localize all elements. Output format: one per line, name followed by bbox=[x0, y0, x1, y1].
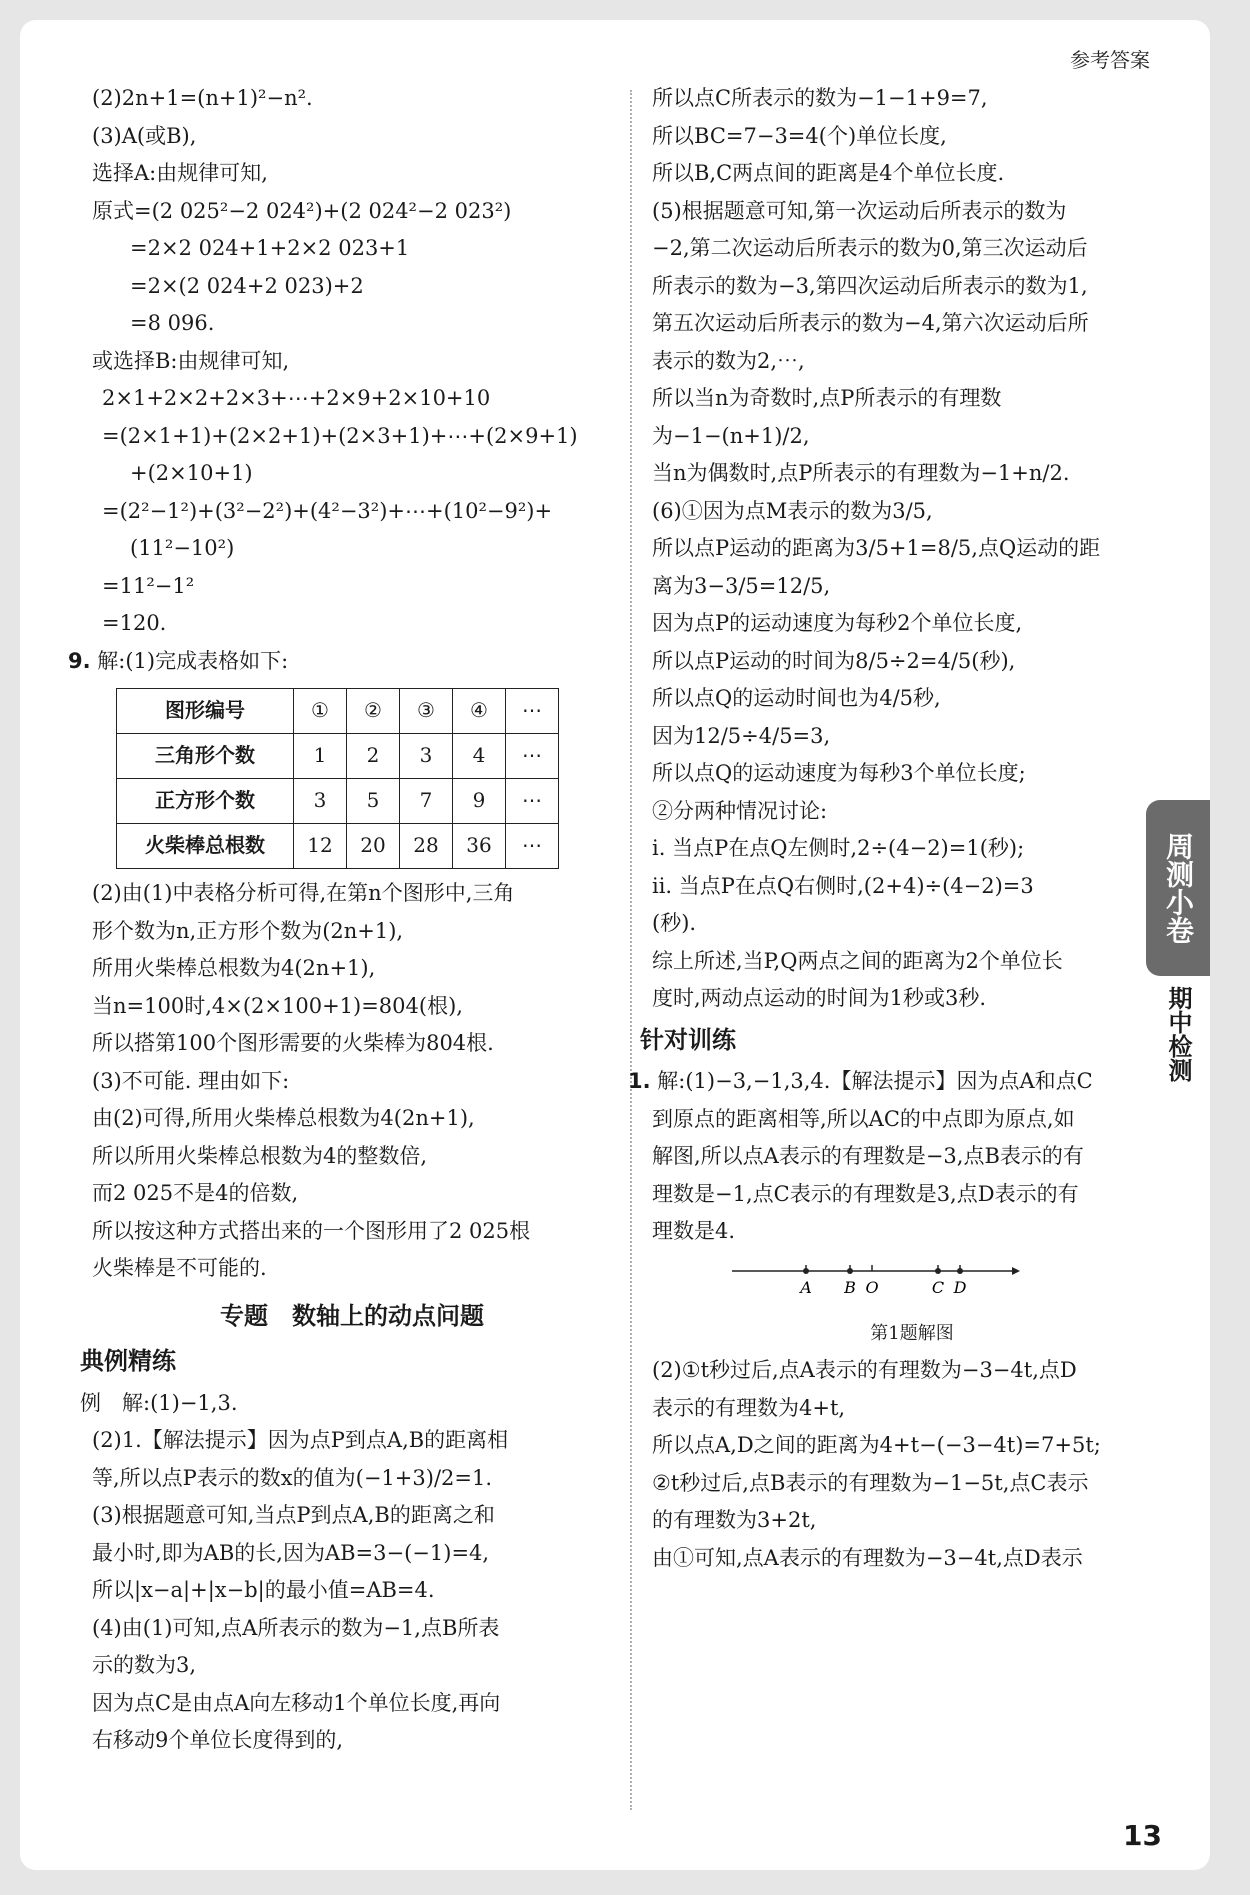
text-line: 当n为偶数时,点P所表示的有理数为−1+n/2. bbox=[652, 461, 1070, 485]
table-cell: ④ bbox=[453, 689, 506, 734]
text-line: 由(2)可得,所用火柴棒总根数为4(2n+1), bbox=[92, 1106, 475, 1130]
arrow-icon bbox=[1012, 1267, 1020, 1275]
text-line: =(2²−1²)+(3²−2²)+(4²−3²)+⋯+(10²−9²)+ bbox=[102, 498, 553, 523]
text-line: (2)2n+1=(n+1)²−n². bbox=[92, 86, 313, 110]
figure-caption: 第1题解图 bbox=[870, 1322, 954, 1344]
table-header-row bbox=[117, 689, 559, 734]
text-line: 度时,两动点运动的时间为1秒或3秒. bbox=[652, 986, 987, 1010]
text-line: 所以点Q的运动速度为每秒3个单位长度; bbox=[652, 761, 1026, 785]
text-line: (3)不可能. 理由如下: bbox=[92, 1068, 290, 1093]
table-cell: 12 bbox=[294, 824, 347, 869]
text-line: 因为点P的运动速度为每秒2个单位长度, bbox=[652, 611, 1023, 635]
table-cell: 3 bbox=[400, 734, 453, 779]
question-9 bbox=[68, 643, 612, 681]
table-cell: ① bbox=[294, 689, 347, 734]
text-line: 所以搭第100个图形需要的火柴棒为804根. bbox=[92, 1031, 494, 1055]
table-cell: 2 bbox=[347, 734, 400, 779]
table-cell: ⋯ bbox=[506, 689, 559, 734]
text-line: =(2×1+1)+(2×2+1)+(2×3+1)+⋯+(2×9+1) bbox=[102, 423, 578, 448]
training-heading: 针对训练 bbox=[640, 1025, 736, 1054]
text-line: (2)①t秒过后,点A表示的有理数为−3−4t,点D bbox=[652, 1358, 1077, 1382]
number-line-point bbox=[935, 1268, 941, 1274]
text-line: 所以|x−a|+|x−b|的最小值=AB=4. bbox=[92, 1578, 435, 1602]
table-cell: ⋯ bbox=[506, 734, 559, 779]
text-line: 所以BC=7−3=4(个)单位长度, bbox=[652, 123, 947, 148]
table-cell: 20 bbox=[347, 824, 400, 869]
table-cell: 3 bbox=[294, 779, 347, 824]
example-heading: 典例精练 bbox=[80, 1347, 176, 1375]
text-line: 所表示的数为−3,第四次运动后所表示的数为1, bbox=[652, 273, 1088, 298]
text-line: 右移动9个单位长度得到的, bbox=[92, 1728, 344, 1752]
text-line: 理数是4. bbox=[652, 1219, 736, 1243]
table-cell: 1 bbox=[294, 734, 347, 779]
text-line: =11²−1² bbox=[102, 573, 195, 598]
text-line: 到原点的距离相等,所以AC的中点即为原点,如 bbox=[652, 1106, 1075, 1131]
text-line: ⅱ. 当点P在点Q右侧时,(2+4)÷(4−2)=3 bbox=[652, 873, 1034, 898]
text-line: (11²−10²) bbox=[130, 536, 235, 560]
text-line: 火柴棒是不可能的. bbox=[92, 1256, 267, 1280]
text-line: (5)根据题意可知,第一次运动后所表示的数为 bbox=[652, 198, 1067, 223]
text-line: (2)1.【解法提示】因为点P到点A,B的距离相 bbox=[92, 1428, 509, 1452]
number-line-label: C bbox=[931, 1277, 945, 1297]
text-line: ②分两种情况讨论: bbox=[652, 798, 828, 823]
text-line: ⅰ. 当点P在点Q左侧时,2÷(4−2)=1(秒); bbox=[652, 836, 1025, 860]
matchstick-table bbox=[116, 688, 559, 869]
number-line-svg bbox=[722, 1251, 1022, 1311]
column-divider bbox=[630, 90, 632, 1810]
text-line: 解图,所以点A表示的有理数是−3,点B表示的有 bbox=[652, 1144, 1084, 1168]
left-column bbox=[68, 80, 612, 1760]
text-line: 例 解:(1)−1,3. bbox=[80, 1390, 238, 1415]
text-line: +(2×10+1) bbox=[130, 461, 253, 485]
text-line: 由①可知,点A表示的有理数为−3−4t,点D表示 bbox=[652, 1545, 1083, 1570]
text-line: (3)A(或B), bbox=[92, 123, 197, 148]
text-line: 或选择B:由规律可知, bbox=[92, 348, 290, 373]
question-number: 9. bbox=[68, 648, 91, 673]
text-line: 解:(1)−3,−1,3,4.【解法提示】因为点A和点C bbox=[657, 1069, 1093, 1093]
table-cell: ② bbox=[347, 689, 400, 734]
text-line: 所以当n为奇数时,点P所表示的有理数 bbox=[652, 386, 1002, 410]
text-line: (3)根据题意可知,当点P到点A,B的距离之和 bbox=[92, 1503, 495, 1527]
topic-title: 专题 数轴上的动点问题 bbox=[220, 1301, 484, 1330]
table-cell: ⋯ bbox=[506, 824, 559, 869]
table-row bbox=[117, 824, 559, 869]
text-line: =8 096. bbox=[130, 311, 215, 335]
text-line: 选择A:由规律可知, bbox=[92, 161, 268, 185]
text-line: 因为12/5÷4/5=3, bbox=[652, 723, 831, 748]
text-line: (4)由(1)可知,点A所表示的数为−1,点B所表 bbox=[92, 1615, 500, 1640]
table-cell: 正方形个数 bbox=[117, 779, 294, 824]
text-line: ②t秒过后,点B表示的有理数为−1−5t,点C表示 bbox=[652, 1470, 1089, 1495]
text-line: 示的数为3, bbox=[92, 1653, 197, 1677]
table-row bbox=[117, 779, 559, 824]
text-line: =2×2 024+1+2×2 023+1 bbox=[130, 236, 410, 260]
text-line: 所以点A,D之间的距离为4+t−(−3−4t)=7+5t; bbox=[652, 1433, 1101, 1457]
text-line: 所以所用火柴棒总根数为4的整数倍, bbox=[92, 1143, 428, 1168]
text-line: 离为3−3/5=12/5, bbox=[652, 573, 831, 598]
text-line: 所以点C所表示的数为−1−1+9=7, bbox=[652, 86, 988, 110]
number-line-point bbox=[803, 1268, 809, 1274]
table-cell: 36 bbox=[453, 824, 506, 869]
number-line-point bbox=[847, 1268, 853, 1274]
text-line: 所用火柴棒总根数为4(2n+1), bbox=[92, 956, 376, 980]
text-line: 表示的数为2,⋯, bbox=[652, 348, 805, 373]
question-1 bbox=[628, 1063, 1172, 1101]
text-line: 当n=100时,4×(2×100+1)=804(根), bbox=[92, 993, 463, 1018]
text-line: 的有理数为3+2t, bbox=[652, 1508, 817, 1532]
text-line: 第五次运动后所表示的数为−4,第六次运动后所 bbox=[652, 311, 1089, 335]
table-cell: 火柴棒总根数 bbox=[117, 824, 294, 869]
table-cell: 三角形个数 bbox=[117, 734, 294, 779]
text-line: 最小时,即为AB的长,因为AB=3−(−1)=4, bbox=[92, 1540, 490, 1565]
table-cell: 9 bbox=[453, 779, 506, 824]
text-line: 所以点P运动的时间为8/5÷2=4/5(秒), bbox=[652, 648, 1016, 673]
answer-page bbox=[20, 20, 1210, 1870]
table-cell: 7 bbox=[400, 779, 453, 824]
text-line: −2,第二次运动后所表示的数为0,第三次运动后 bbox=[652, 236, 1088, 260]
table-cell: 5 bbox=[347, 779, 400, 824]
table-cell: 4 bbox=[453, 734, 506, 779]
table-cell: 28 bbox=[400, 824, 453, 869]
text-line: (秒). bbox=[652, 911, 697, 935]
table-cell: ⋯ bbox=[506, 779, 559, 824]
side-tab: 周测小卷 bbox=[1146, 800, 1210, 976]
table-cell: 图形编号 bbox=[117, 689, 294, 734]
text-line: =120. bbox=[102, 611, 167, 635]
table-row bbox=[117, 734, 559, 779]
number-line-label: O bbox=[865, 1277, 879, 1297]
side-section-label: 期中检测 bbox=[1164, 986, 1192, 1082]
text-line: 所以点P运动的距离为3/5+1=8/5,点Q运动的距 bbox=[652, 536, 1101, 560]
number-line-point bbox=[957, 1268, 963, 1274]
text-line: (6)①因为点M表示的数为3/5, bbox=[652, 498, 933, 523]
text-line: 而2 025不是4的倍数, bbox=[92, 1181, 299, 1205]
text-line: 为−1−(n+1)/2, bbox=[652, 423, 810, 448]
question-intro: 解:(1)完成表格如下: bbox=[97, 648, 289, 673]
question-number: 1. bbox=[628, 1069, 651, 1093]
text-line: 所以点Q的运动时间也为4/5秒, bbox=[652, 686, 941, 710]
text-line: =2×(2 024+2 023)+2 bbox=[130, 273, 364, 298]
header-title: 参考答案 bbox=[1070, 48, 1150, 72]
number-line-figure bbox=[722, 1251, 1172, 1321]
text-line: 原式=(2 025²−2 024²)+(2 024²−2 023²) bbox=[92, 198, 512, 223]
number-line-label: B bbox=[844, 1277, 856, 1297]
text-line: 2×1+2×2+2×3+⋯+2×9+2×10+10 bbox=[102, 386, 491, 410]
right-column bbox=[628, 80, 1172, 1577]
text-line: 等,所以点P表示的数x的值为(−1+3)/2=1. bbox=[92, 1465, 493, 1490]
text-line: 形个数为n,正方形个数为(2n+1), bbox=[92, 918, 404, 943]
text-line: 综上所述,当P,Q两点之间的距离为2个单位长 bbox=[652, 948, 1063, 973]
text-line: (2)由(1)中表格分析可得,在第n个图形中,三角 bbox=[92, 881, 515, 905]
table-cell: ③ bbox=[400, 689, 453, 734]
number-line-label: D bbox=[953, 1277, 967, 1297]
text-line: 所以B,C两点间的距离是4个单位长度. bbox=[652, 161, 1005, 185]
text-line: 理数是−1,点C表示的有理数是3,点D表示的有 bbox=[652, 1181, 1079, 1206]
text-line: 表示的有理数为4+t, bbox=[652, 1395, 846, 1420]
page-number: 13 bbox=[1123, 1819, 1162, 1852]
number-line-label: A bbox=[800, 1277, 812, 1297]
text-line: 因为点C是由点A向左移动1个单位长度,再向 bbox=[92, 1690, 501, 1715]
text-line: 所以按这种方式搭出来的一个图形用了2 025根 bbox=[92, 1218, 531, 1243]
